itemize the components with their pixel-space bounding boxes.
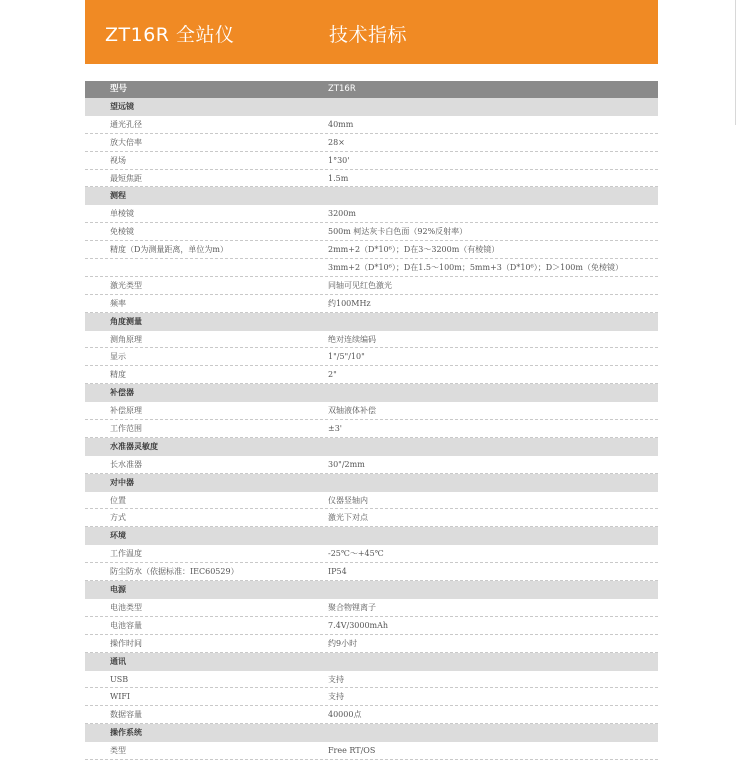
section-title: 环境 xyxy=(110,531,126,541)
table-row xyxy=(85,545,658,563)
spec-value: 支持 xyxy=(328,674,344,684)
table-row xyxy=(85,348,658,366)
spec-value: 双轴液体补偿 xyxy=(328,406,376,416)
section-row xyxy=(85,653,658,671)
spec-value: Free RT/OS xyxy=(328,746,376,756)
spec-value: 3mm+2（D*10⁶）；D在1.5～100m；5mm+3（D*10⁶）；D＞100m（免棱镜） xyxy=(328,263,623,273)
spec-value: 28× xyxy=(328,137,345,147)
spec-label: 防尘防水（依据标准：IEC60529） xyxy=(110,567,239,577)
spec-value: 2mm+2（D*10⁶）；D在3～3200m（有棱镜） xyxy=(328,245,500,255)
spec-label: 放大倍率 xyxy=(110,137,142,147)
spec-value: 40000点 xyxy=(328,710,362,720)
table-row xyxy=(85,259,658,277)
section-row xyxy=(85,724,658,742)
table-row xyxy=(85,492,658,510)
spec-label: 补偿原理 xyxy=(110,406,142,416)
spec-label: 精度（D为测量距离，单位为m） xyxy=(110,245,228,255)
table-row xyxy=(85,671,658,689)
section-row xyxy=(85,581,658,599)
section-row xyxy=(85,187,658,205)
spec-label: 频率 xyxy=(110,298,126,308)
spec-label: 显示 xyxy=(110,352,126,362)
spec-value: 仪器竖轴内 xyxy=(328,495,368,505)
table-header-row xyxy=(85,81,658,98)
table-row xyxy=(85,563,658,581)
spec-value: 聚合物锂离子 xyxy=(328,602,376,612)
table-row xyxy=(85,420,658,438)
table-row xyxy=(85,205,658,223)
spec-value: 1"/5"/10" xyxy=(328,352,365,362)
spec-value: -25℃～+45℃ xyxy=(328,549,384,559)
spec-label: WIFI xyxy=(110,692,131,702)
header-label: 型号 xyxy=(110,84,128,94)
spec-label: 视场 xyxy=(110,155,126,165)
section-row xyxy=(85,98,658,116)
spec-value: 1°30' xyxy=(328,155,350,165)
table-row xyxy=(85,706,658,724)
section-title: 电源 xyxy=(110,585,126,595)
spec-table xyxy=(85,81,658,760)
spec-label: 电池容量 xyxy=(110,620,142,630)
table-row xyxy=(85,295,658,313)
spec-value: ±3' xyxy=(328,424,342,434)
table-row xyxy=(85,688,658,706)
header-value: ZT16R xyxy=(328,84,356,94)
spec-value: 1.5m xyxy=(328,173,349,183)
section-title: 测程 xyxy=(110,191,126,201)
banner-model-title: ZT16R 全站仪 xyxy=(105,24,235,46)
table-row xyxy=(85,509,658,527)
spec-label: 方式 xyxy=(110,513,126,523)
spec-label: 测角原理 xyxy=(110,334,142,344)
spec-label: 类型 xyxy=(110,746,126,756)
section-title: 补偿器 xyxy=(110,388,134,398)
spec-value: IP54 xyxy=(328,567,347,577)
section-row xyxy=(85,527,658,545)
spec-value: 同轴可见红色激光 xyxy=(328,280,392,290)
spec-label: 激光类型 xyxy=(110,280,142,290)
table-row xyxy=(85,134,658,152)
section-title: 望远镜 xyxy=(110,102,134,111)
section-title: 角度测量 xyxy=(110,316,142,326)
spec-value: 约9小时 xyxy=(328,638,358,648)
section-title: 通讯 xyxy=(110,656,126,666)
spec-label: 电池类型 xyxy=(110,602,142,612)
section-title: 操作系统 xyxy=(110,728,142,738)
table-row xyxy=(85,617,658,635)
section-row xyxy=(85,474,658,492)
table-row xyxy=(85,170,658,188)
spec-label: 精度 xyxy=(110,370,126,380)
spec-value: 3200m xyxy=(328,209,356,219)
spec-label: 免棱镜 xyxy=(110,227,134,237)
spec-label: USB xyxy=(110,674,129,684)
spec-value: 2" xyxy=(328,370,337,380)
banner-section-title: 技术指标 xyxy=(329,24,408,46)
section-title: 水准器灵敏度 xyxy=(110,441,158,451)
spec-value: 激光下对点 xyxy=(328,513,368,523)
spec-label: 工作范围 xyxy=(110,424,142,434)
table-row xyxy=(85,241,658,259)
table-row xyxy=(85,742,658,760)
spec-label: 操作时间 xyxy=(110,638,142,648)
spec-label: 数据容量 xyxy=(110,710,142,720)
spec-label: 单棱镜 xyxy=(110,209,134,219)
table-row xyxy=(85,366,658,384)
section-title: 对中器 xyxy=(110,477,134,487)
section-row xyxy=(85,313,658,331)
spec-label: 通光孔径 xyxy=(110,119,142,129)
spec-label: 最短焦距 xyxy=(110,173,142,183)
table-row xyxy=(85,635,658,653)
title-banner xyxy=(85,0,658,64)
table-row xyxy=(85,331,658,349)
spec-value: 30"/2mm xyxy=(328,459,365,469)
spec-value: 40mm xyxy=(328,119,354,129)
spec-label: 位置 xyxy=(110,495,126,505)
section-row xyxy=(85,438,658,456)
page-edge-divider xyxy=(735,0,736,125)
table-row xyxy=(85,456,658,474)
table-row xyxy=(85,402,658,420)
spec-label: 工作温度 xyxy=(110,549,142,559)
spec-value: 支持 xyxy=(328,692,344,702)
section-row xyxy=(85,384,658,402)
spec-value: 绝对连续编码 xyxy=(328,334,376,344)
table-row xyxy=(85,599,658,617)
table-row xyxy=(85,277,658,295)
table-row xyxy=(85,116,658,134)
spec-label: 长水准器 xyxy=(110,459,142,469)
table-row xyxy=(85,152,658,170)
table-row xyxy=(85,223,658,241)
spec-value: 约100MHz xyxy=(328,298,371,308)
spec-value: 7.4V/3000mAh xyxy=(328,620,389,630)
spec-value: 500m 柯达灰卡白色面（92%反射率） xyxy=(328,227,468,237)
